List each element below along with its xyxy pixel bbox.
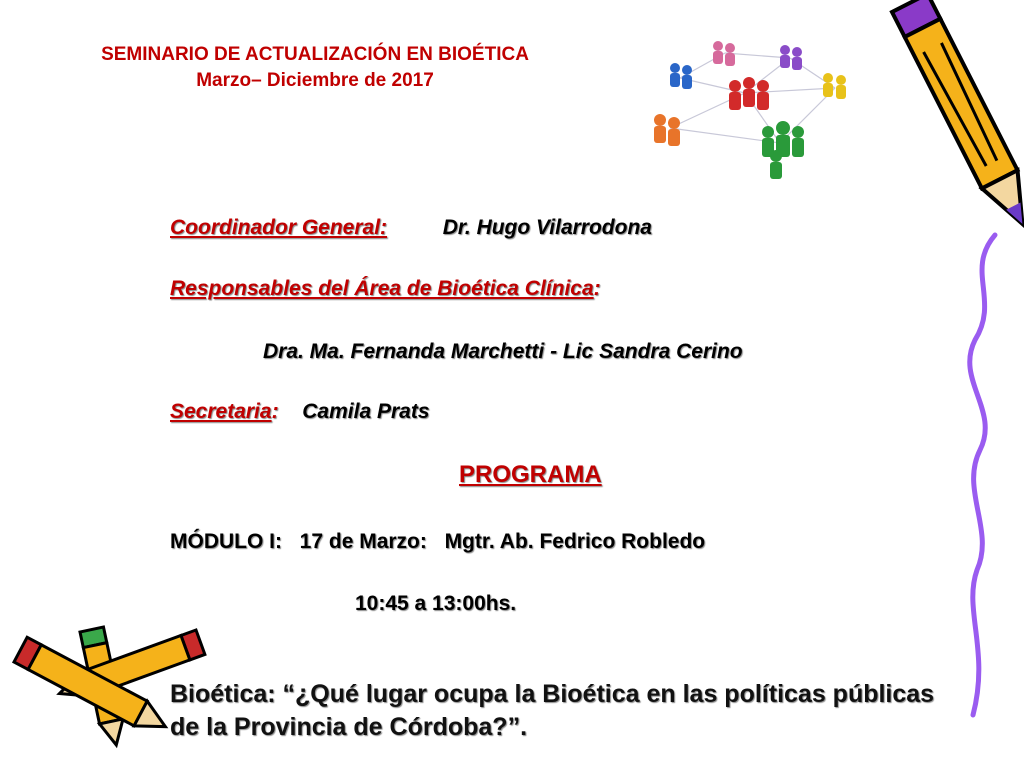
seminar-title: SEMINARIO DE ACTUALIZACIÓN EN BIOÉTICA	[101, 44, 529, 65]
secretary-colon: :	[271, 400, 279, 423]
coordinator-label: Coordinador General:	[170, 216, 388, 239]
pencils-bottom-left-icon	[0, 620, 210, 760]
coordinator-name: Dr. Hugo Vilarrodona	[442, 216, 652, 239]
pencil-top-right-icon	[862, 4, 1002, 244]
person-group-yellow-icon	[823, 73, 846, 99]
person-group-blue-icon	[670, 63, 692, 89]
seminar-dates: Marzo– Diciembre de 2017	[196, 70, 434, 91]
secretary-label: Secretaria	[170, 400, 272, 423]
module-topic: Bioética: “¿Qué lugar ocupa la Bioética en las políticas públicas de la Provincia de Córdoba?”.	[170, 680, 935, 741]
person-group-green-icon	[762, 121, 804, 179]
clinical-row	[170, 277, 601, 301]
clinical-names: Dra. Ma. Fernanda Marchetti - Lic Sandra Cerino	[263, 340, 743, 363]
purple-squiggle-icon	[955, 230, 1015, 720]
coordinator-row	[170, 216, 652, 240]
person-group-red-icon	[729, 77, 769, 110]
people-network-illustration	[630, 38, 870, 188]
secretary-name: Camila Prats	[302, 400, 430, 423]
secretary-row	[170, 400, 430, 424]
seminar-header	[20, 42, 610, 94]
person-group-purple-icon	[780, 45, 802, 70]
module-speaker: Mgtr. Ab. Fedrico Robledo	[444, 530, 706, 553]
program-heading: PROGRAMA	[459, 461, 602, 488]
clinical-label: Responsables del Área de Bioética Clínica	[170, 277, 594, 300]
person-group-orange-icon	[654, 114, 680, 146]
module-row	[170, 530, 705, 554]
module-date: 17 de Marzo:	[299, 530, 427, 553]
clinical-colon: :	[593, 277, 601, 300]
module-time: 10:45 a 13:00hs.	[355, 592, 517, 615]
module-label: MÓDULO I:	[170, 530, 282, 553]
